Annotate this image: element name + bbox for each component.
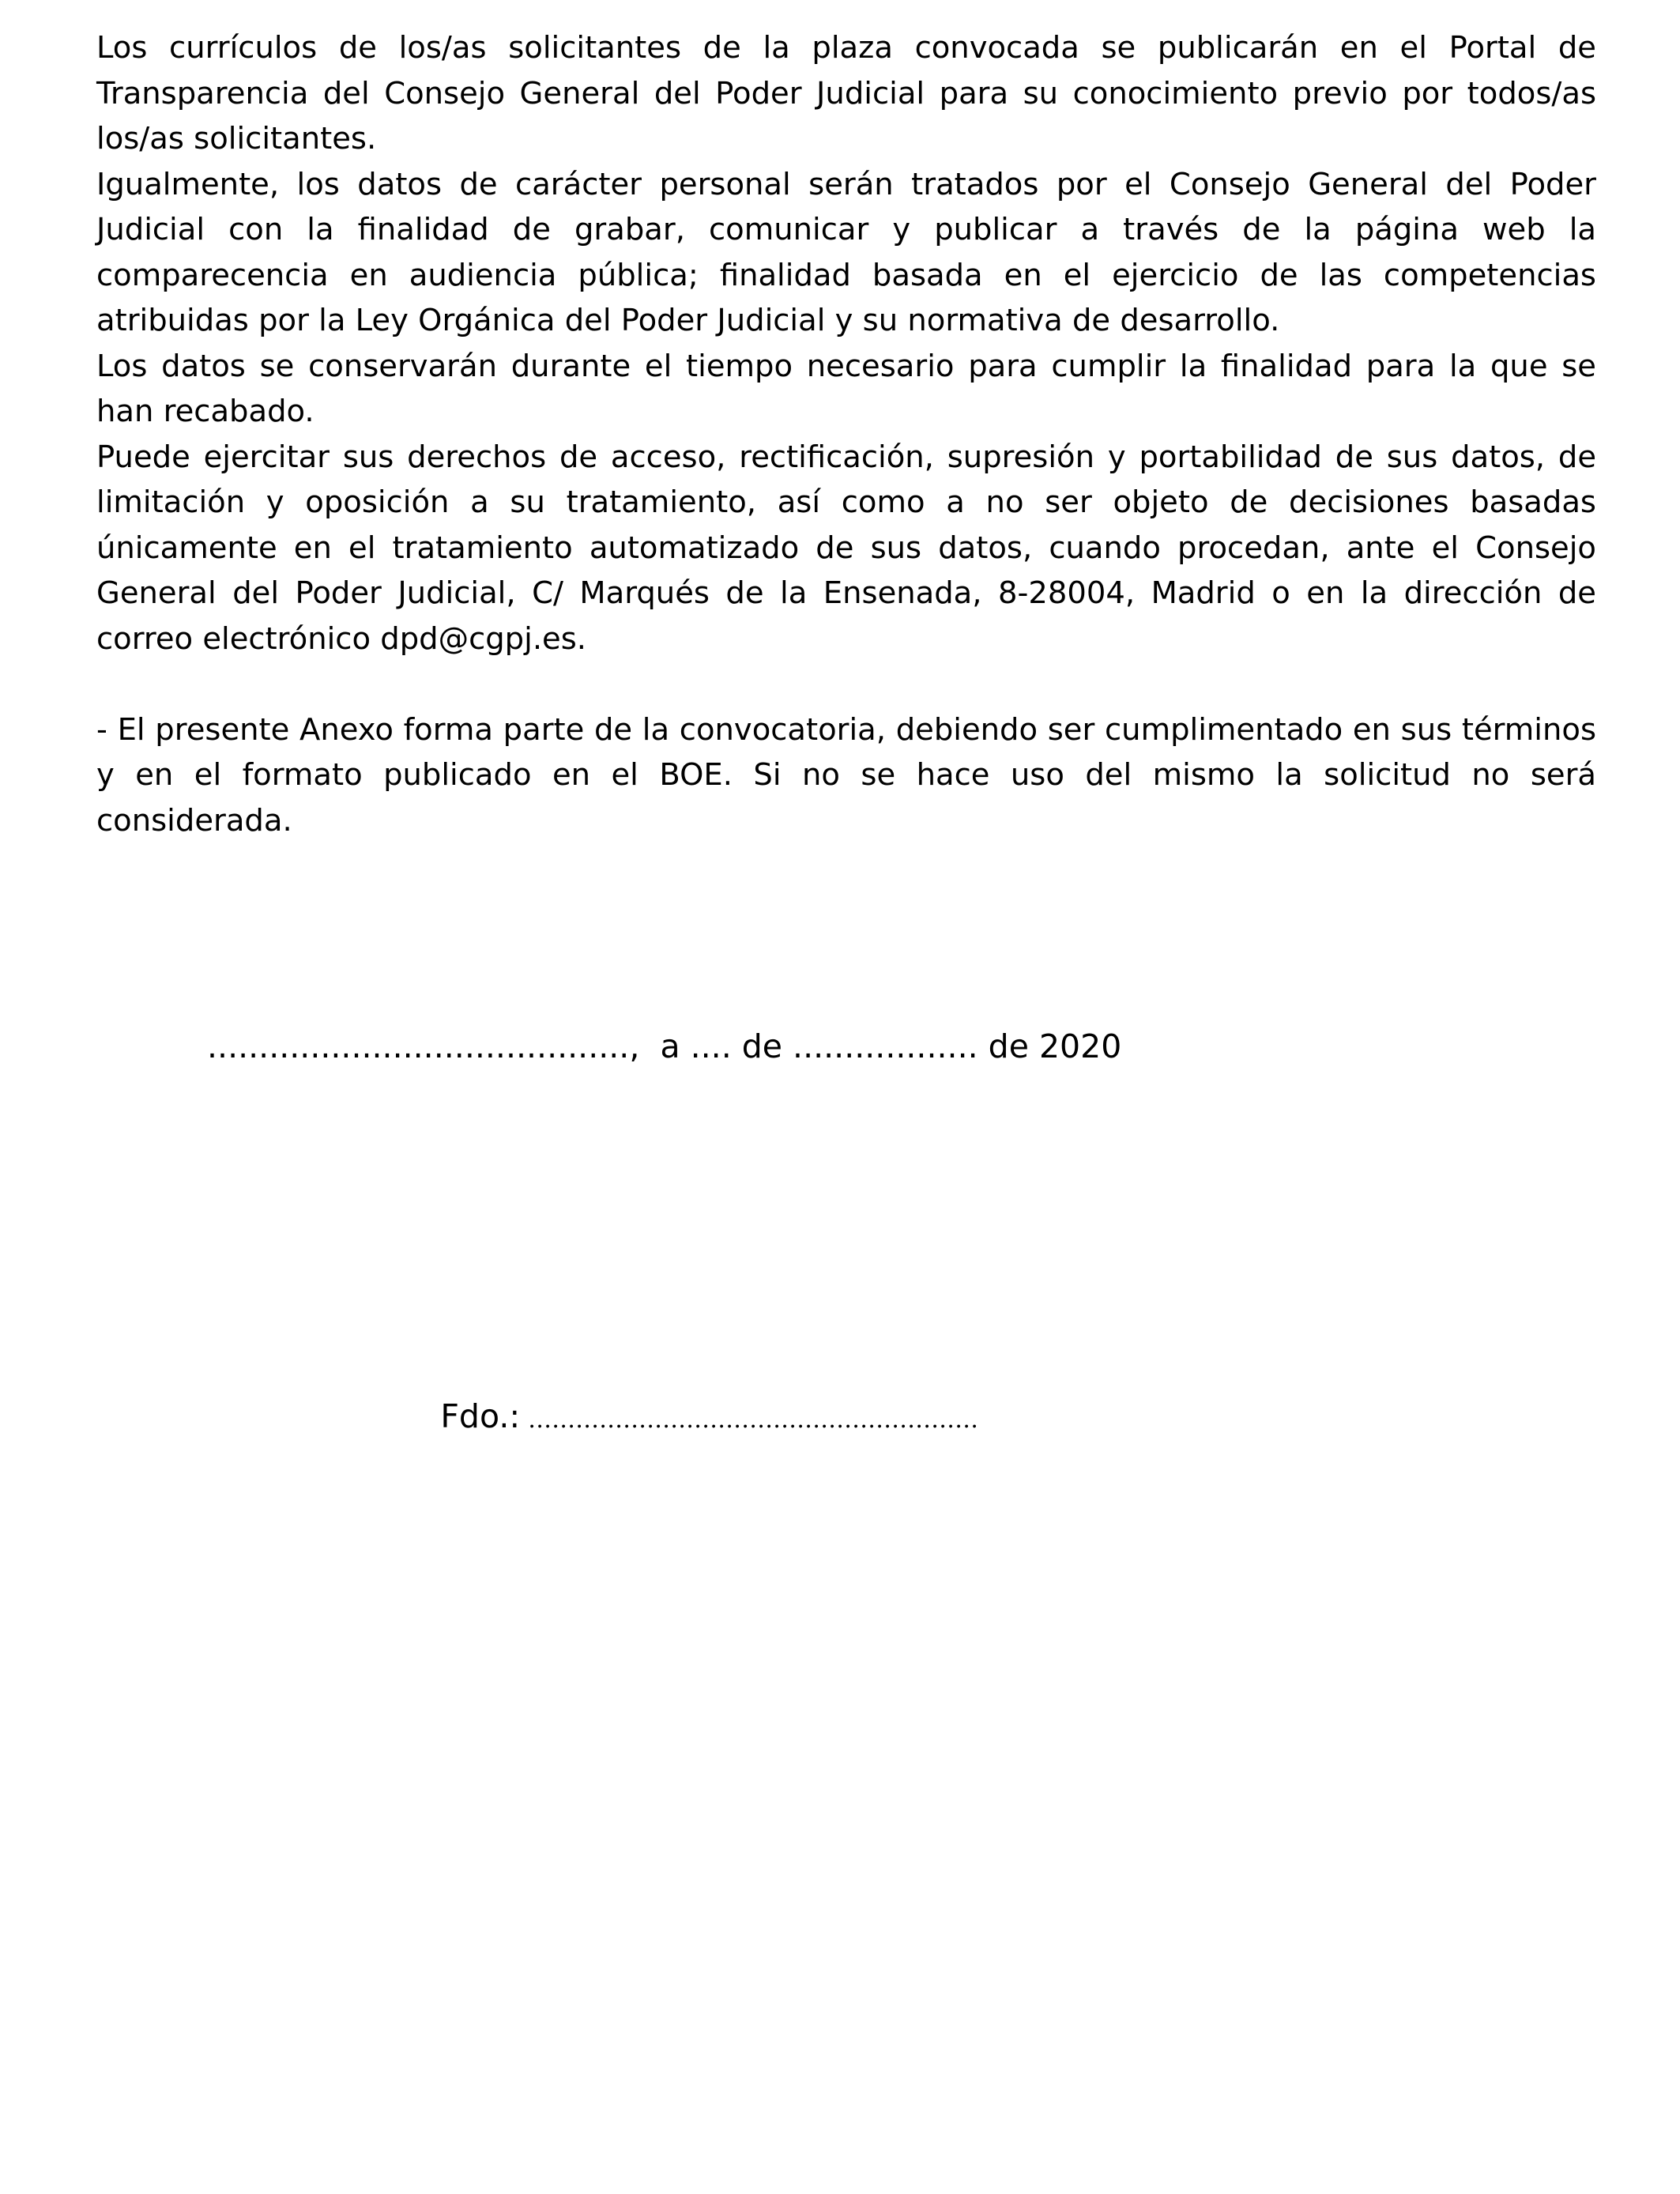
paragraph-datos-personales: Igualmente, los datos de carácter personal serán tratados por el Consejo General del Poder Judicial con la finalidad de grabar, comunicar y publicar a través de la página web la comparecencia en audiencia pública; finalidad basada en el ejercicio de las competencias atribuidas por la Ley Orgánica del Poder Judicial y su normativa de desarrollo. [96, 166, 1596, 338]
paragraph-curriculos: Los currículos de los/as solicitantes de la plaza convocada se publicarán en el Portal de Transparencia del Consejo General del Poder Judicial para su conocimiento previo por todos/as los/as solicitantes. [96, 30, 1596, 156]
signature-line [424, 1350, 978, 1490]
signature-label: Fdo.: [440, 1397, 521, 1435]
paragraph-anexo-notice: - El presente Anexo forma parte de la convocatoria, debiendo ser cumplimentado en sus términos y en el formato publicado en el BOE. Si no se hace uso del mismo la solicitud no será considerada. [96, 711, 1596, 839]
signature-blank: ………………………………………………… [528, 1406, 979, 1434]
document-body [96, 25, 1596, 843]
date-place-line: ........................................., a .... de .................. de 2020 [207, 1027, 1122, 1065]
paragraph-conservacion: Los datos se conservarán durante el tiempo necesario para cumplir la finalidad para la que se han recabado. [96, 348, 1596, 429]
paragraph-derechos: Puede ejercitar sus derechos de acceso, rectificación, supresión y portabilidad de sus datos, de limitación y oposición a su tratamiento, así como a no ser objeto de decisiones basadas únicamente en el tratamiento automatizado de sus datos, cuando procedan, ante el Consejo General del Poder Judicial, C/ Marqués de la Ensenada, 8-28004, Madrid o en la dirección de correo electrónico dpd@cgpj.es. [96, 439, 1596, 657]
paragraph-spacer [96, 662, 1596, 707]
